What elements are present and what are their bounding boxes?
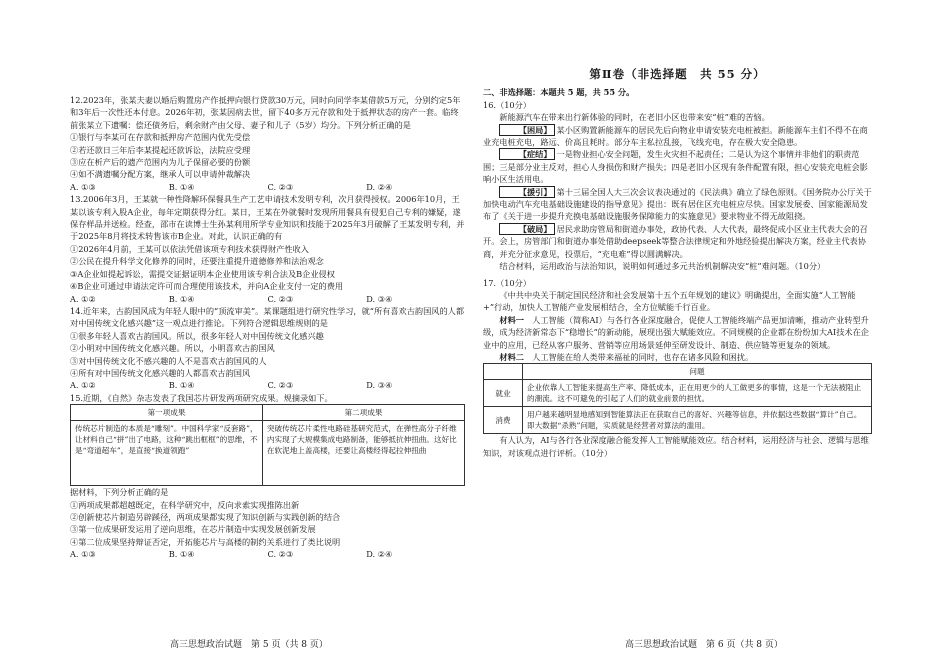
section-subtitle: 二、非选择题：本题共 5 题，共 55 分。 (483, 87, 635, 98)
option-item: ①2026年4月前，王某可以依法凭借该项专利技术获得财产性收入 (70, 243, 309, 254)
answer-option: A. ①② (70, 380, 96, 391)
answer-options (70, 548, 465, 560)
answer-option: D. ②④ (366, 549, 393, 560)
question-stem: 15.近期，《自然》杂志发表了我国芯片研发两项研究成果。规摘录如下。 (70, 392, 333, 403)
answer-option: D. ②④ (366, 181, 393, 192)
question-17 (483, 277, 872, 460)
answer-option: B. ①④ (168, 549, 195, 560)
material-tag: 【援引】 (499, 186, 554, 198)
option-item: ③A企业如提起诉讼，需提交证据证明本企业使用该专利合法及B企业侵权 (70, 268, 335, 279)
table-cell: 突破传统芯片柔性电路硅基研究范式，在弹性高分子纤维内实现了大规模集成电路制备，能够抵抗伸扭曲。这好比在软泥地上盖高楼，还要让高楼经得起拉伸扭曲 (262, 421, 464, 486)
option-item: ③对中国传统文化不感兴趣的人不是喜欢古韵国风的人 (70, 355, 267, 366)
row-label: 就业 (484, 380, 523, 407)
answer-option: B. ①④ (168, 181, 195, 192)
left-column (70, 94, 465, 561)
material-label: 材料一 (499, 314, 524, 325)
problems-table (483, 363, 872, 434)
option-item: ④第二位成果坚持辩证否定，开拓能芯片与高楼的制约关系进行了类比说明 (70, 536, 341, 547)
section-title: 第Ⅱ卷（非选择题 共 55 分） (589, 67, 766, 81)
question-prompt: 有人认为，AI与各行各业深度融合能发挥人工智能赋能效应。结合材料，运用经济与社会、逻辑与思维知识，对该观点进行评析。（10分） (483, 435, 869, 458)
material-paragraph (483, 148, 872, 185)
answer-options (70, 379, 465, 391)
table-cell: 用户越来越明显地感知到智能算法正在获取自己的喜好、兴趣等信息，并依据这些数据“算计”自己。即大数据“杀熟”问题，实质就是经营者对算法的滥用。 (523, 407, 872, 434)
answer-option: A. ①② (70, 293, 96, 304)
page-footer: 高三思想政治试题 第 5 页（共 8 页） (170, 640, 328, 650)
table-corner (484, 364, 523, 380)
answer-option: C. ②③ (267, 181, 294, 192)
option-item: ③第一位成果研发运用了逆向思维，在芯片制造中实现发展创新发展 (70, 524, 316, 535)
question-number: 17.（10分） (483, 277, 532, 288)
material-text: 一是物业担心安全问题，发生火灾担不起责任；二是认为这个事情并非他们的职责范围；三是部分业主反对，担心人身损伤和财产损失；四是老旧小区现有条件配置有限，担心安装充电桩会影响小区生活用电。 (483, 149, 868, 185)
answer-option: A. ①③ (70, 181, 96, 192)
answer-option: A. ①③ (70, 549, 96, 560)
material-paragraph (483, 223, 872, 260)
material-paragraph (483, 124, 872, 149)
option-item: ②公民在提升科学文化修养的同时，还要注重提升道德修养和法治观念 (70, 256, 324, 267)
question-16 (483, 99, 872, 273)
table-header: 问题 (523, 364, 872, 380)
question-stem: 13.2006年3月，王某就一种性降解环保餐具生产工艺申请技术发明专利，次月获得授权。2006年10月，王某以该专利入股A企业，每年定期获得分红。某日，王某在外就餐时发现所用餐具有侵犯自己专利的嫌疑，遂保存样品并送检。经查，邵市在读博士生孙某利用所学专业知识和技能于2025年3月破解了王某发明专利，并于2025年8月将技术转售该市B企业。对此，认识正确的有 (70, 194, 465, 242)
answer-option: C. ②③ (267, 549, 294, 560)
table-row (484, 380, 872, 407)
answer-option: D. ③④ (366, 293, 393, 304)
question-stem: 14.近年来，古韵国风成为年轻人眼中的“顶流审美”。某课题组进行研究性学习，就“所有喜欢古韵国风的人都对中国传统文化感兴趣”这一观点进行推论。下列符合逻辑思维规则的是 (70, 305, 465, 329)
material-text: 第十三届全国人大三次会议表决通过的《民法典》确立了绿色原则。《国务院办公厅关于加快电动汽车充电基础设施建设的指导意见》提出：既有居住区充电桩应尽快。国家发展委、国家能源局发布了《关于进一步提升充换电基础设施服务保障能力的实施意见》要求物业不得无故阻挠。 (483, 186, 872, 222)
results-table (70, 404, 465, 486)
page-footer: 高三思想政治试题 第 6 页（共 8 页） (625, 640, 783, 650)
question-13 (70, 193, 465, 305)
question-prompt: 结合材料，运用政治与法治知识，说明如何通过多元共治机制解决安“桩”难问题。（10分） (499, 261, 826, 272)
answer-options (70, 181, 465, 193)
material-tag: 【困局】 (499, 124, 554, 136)
option-item: ①很多年轻人喜欢古韵国风。所以，很多年轻人对中国传统文化感兴趣 (70, 330, 324, 341)
table-cell: 传统芯片制造的本质是“雕刻”。中国科学家“反套路”，让材料自己“拼”出了电路，这种“跳出框框”的思维，不是“弯道超车”，是直接“换道领跑” (71, 421, 263, 486)
table-header: 第一项成果 (71, 405, 263, 421)
material-tag: 【破局】 (499, 223, 554, 235)
material-paragraph (483, 314, 872, 351)
option-item: ④B企业可通过申请法定许可而合理使用该技术，并向A企业支付一定的费用 (70, 281, 344, 292)
answer-option: B. ①④ (168, 380, 195, 391)
table-header: 第二项成果 (262, 405, 464, 421)
right-page (475, 0, 950, 663)
right-column (483, 62, 872, 459)
table-row (484, 407, 872, 434)
material-paragraph (483, 351, 872, 363)
answer-option: B. ①④ (168, 293, 195, 304)
answer-option: C. ②③ (267, 293, 294, 304)
question-12 (70, 94, 465, 193)
option-item: ④如不满遗嘱分配方案，继承人可以申请仲裁解决 (70, 169, 251, 180)
row-label: 消费 (484, 407, 523, 434)
option-item: ②小明对中国传统文化感兴趣。所以，小明喜欢古韵国风 (70, 343, 275, 354)
option-item: ②创新使芯片制造另辟蹊径，两项成果都实现了知识创新与实践创新的结合 (70, 511, 341, 522)
question-15 (70, 392, 465, 561)
material-text: 某小区购置新能源车的居民先后向物业申请安装充电桩被拒。新能源车主们不得不在商业充电桩充电，路远、价高且耗时。部分车主私拉乱接，飞线充电，存在极大安全隐患。 (483, 124, 868, 148)
material-text: 人工智能（简称AI）与各行各业深度融合，促使人工智能终端产品更加清晰，推动产业转型升级，成为经济新常态下“稳增长”的新动能，展现出强大赋能效应。不同规模的企业都在纷纷加大AI技术在企业中的应用，已经从客户服务、营销等应用场景延伸至研发设计、制造、供应链等更复杂的领域。 (483, 314, 869, 350)
answer-option: C. ②③ (267, 380, 294, 391)
option-item: ①两项成果都超越既定，在科学研究中，反向求索实现推陈出新 (70, 499, 300, 510)
option-item: ④所有对中国传统文化感兴趣的人都喜欢古韵国风 (70, 367, 251, 378)
question-intro: 《中共中央关于制定国民经济和社会发展第十五个五年规划的建议》明确提出，全面实施“人工智能+”行动，加快人工智能产业发展相结合，全方位赋能千行百业。 (483, 289, 856, 313)
answer-option: D. ③④ (366, 380, 393, 391)
question-intro: 新能源汽车在带来出行新体验的同时，在老旧小区也带来安“桩”难的苦恼。 (499, 112, 770, 123)
material-label: 材料二 (499, 351, 524, 362)
material-text: 居民求助房管局和街道办事处，政协代表、人大代表，最终促成小区业主代表大会的召开。会上，房管部门和街道办事处借助deepseek等整合法律规定和外地经验提出解决方案，经业主代表协商，并充分征求意见，投票后，“充电难”得以圆满解决。 (483, 223, 868, 259)
question-stem: 12.2023年，张某夫妻以婚后购置房产作抵押向银行贷款30万元，同时向同学李某借款5万元，分别约定5年和3年后一次性还本付息。2026年初，张某因病去世，留下40多万元存款和处于抵押状态的房产一套。临终前张某立下遗嘱：偿还债务后，剩余财产由父母、妻子和儿子（5岁）均分。下列分析正确的是 (70, 95, 461, 130)
option-item: ②若还款日三年后李某提起还款诉讼，法院应受理 (70, 144, 251, 155)
material-paragraph (483, 186, 872, 223)
option-item: ③应在析产后的遗产范围内为儿子保留必要的份额 (70, 157, 251, 168)
material-tag: 【症结】 (499, 148, 554, 160)
table-cell: 企业依靠人工智能来提高生产率、降低成本，正在用更少的人工做更多的事情，这是一个无法被阻止的潮流。这不可避免的引起了人们的就业前景的担忧。 (523, 380, 872, 407)
question-14 (70, 305, 465, 392)
question-number: 16.（10分） (483, 99, 532, 110)
material-text: 人工智能在给人类带来福祉的同时，也存在诸多风险和困扰。 (532, 351, 754, 362)
answer-options (70, 293, 465, 305)
option-item: ①银行与李某可在存款和抵押房产范围内优先受偿 (70, 132, 251, 143)
question-lead: 据材料，下列分析正确的是 (70, 487, 169, 498)
